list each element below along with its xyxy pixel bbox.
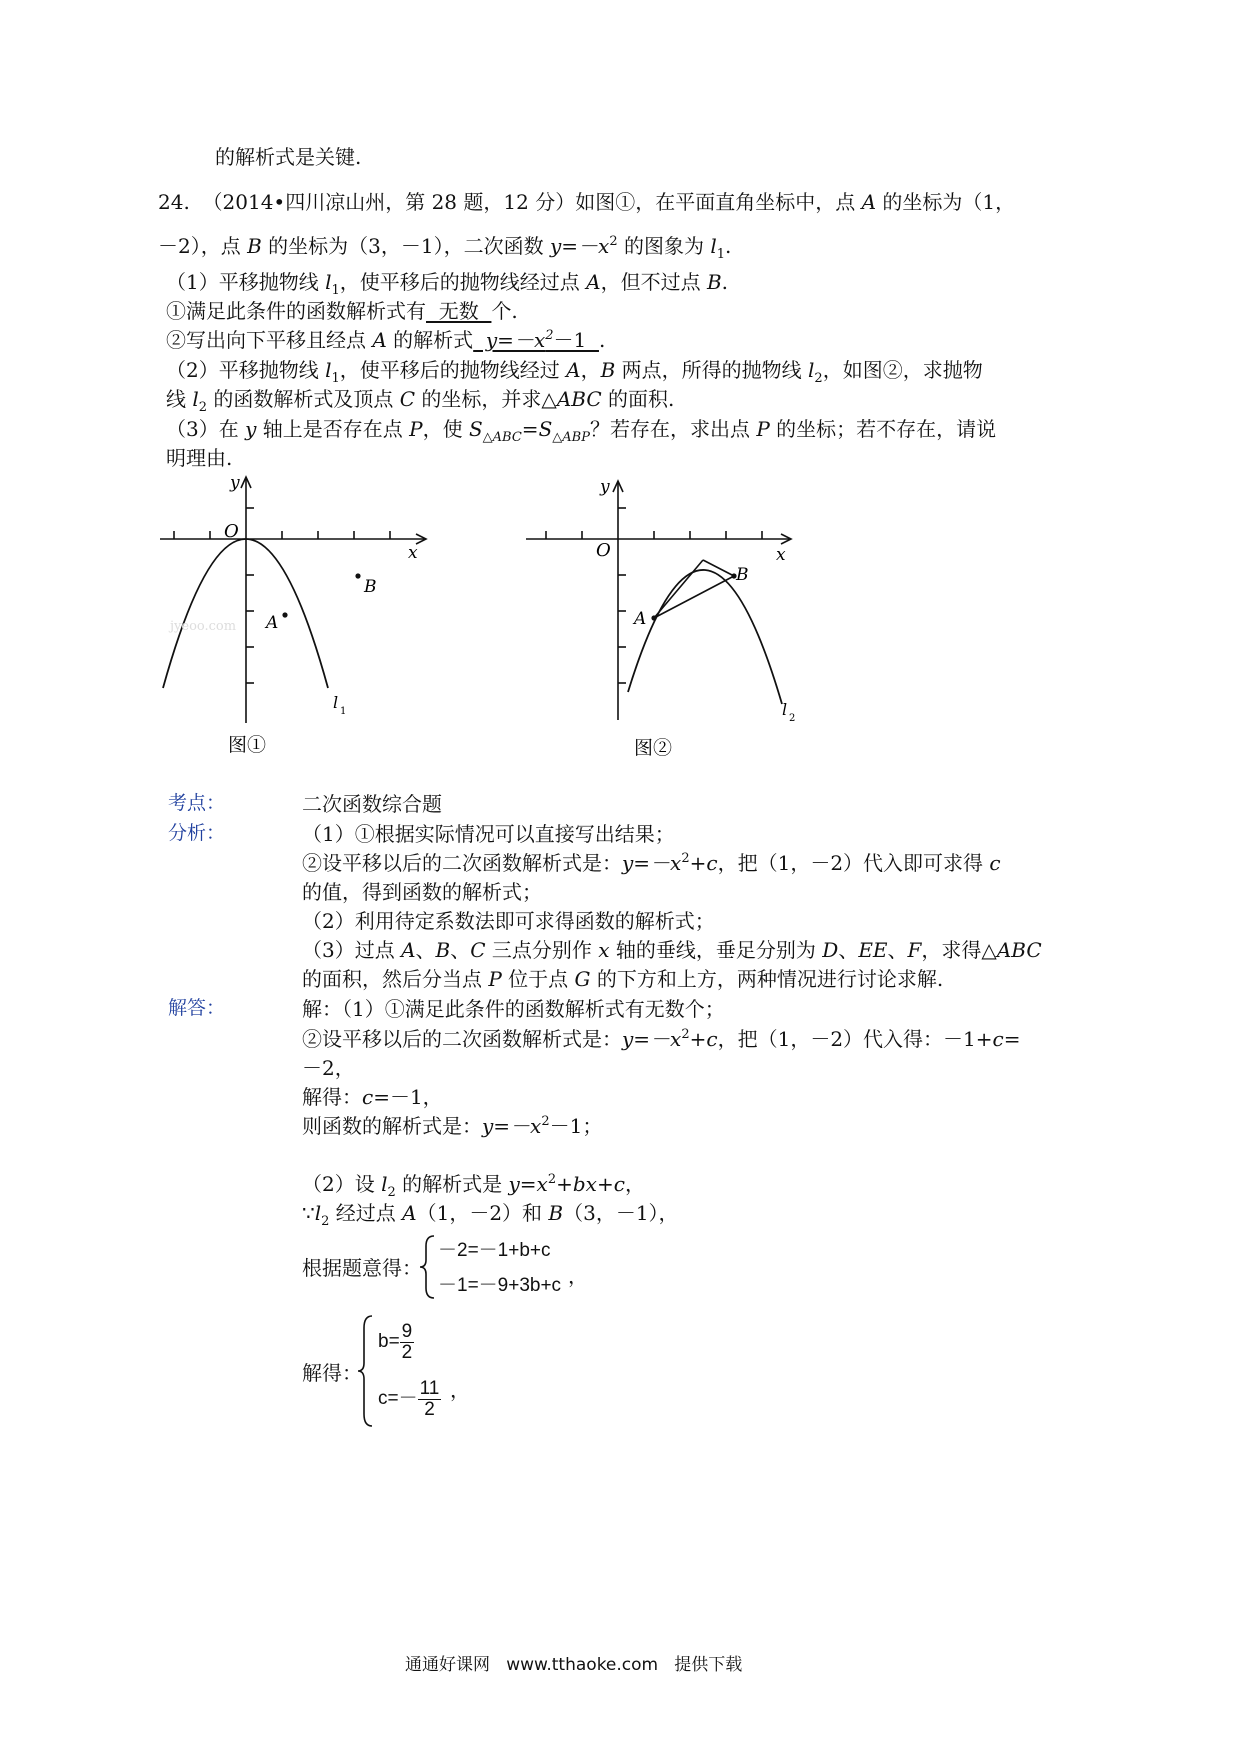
question-3-line-2: 明理由. <box>166 446 233 470</box>
fraction-11-2: $\frac{11}{2}$ <box>419 1378 440 1420</box>
top-line: 的解析式是关键. <box>215 145 362 169</box>
system-2-label: 解得： <box>302 1361 362 1385</box>
curve-label: l <box>333 693 339 712</box>
system-1-comma: ， <box>568 1264 588 1288</box>
answer-blank-2: $y=-x^2-1$ <box>473 328 599 352</box>
fenxi-line-3: 的值，得到函数的解析式； <box>302 880 542 904</box>
y-label: y <box>600 477 610 497</box>
point-a-label: A <box>634 609 647 629</box>
segment-ab <box>654 576 734 618</box>
origin-label: O <box>224 521 239 542</box>
answer-part2-line-2: $\because l_2$ 经过点 A（1，－2）和 B（3，－1）， <box>302 1201 679 1229</box>
segment-ac <box>654 560 703 618</box>
point-b-label: B <box>364 577 377 597</box>
point-b <box>355 573 360 578</box>
origin-label: O <box>596 540 611 561</box>
system-2-comma: ， <box>450 1378 470 1402</box>
problem-number: 24. <box>158 190 190 214</box>
curve-sub: 2 <box>789 713 796 724</box>
question-2-line-2: 线 $l_2$ 的函数解析式及顶点 C 的坐标，并求△ABC 的面积. <box>166 387 675 415</box>
answer-line-1: 解：（1）①满足此条件的函数解析式有无数个； <box>302 997 725 1021</box>
fenxi-line-4: （2）利用待定系数法即可求得函数的解析式； <box>302 909 715 933</box>
point-b-label: B <box>736 565 749 585</box>
segment-cb <box>703 560 734 576</box>
answer-line-4: 解得：c=－1， <box>302 1085 443 1109</box>
watermark: jyeoo.com <box>170 619 237 634</box>
answer-blank-1: 无数 <box>426 299 492 323</box>
question-3: （3）在 y 轴上是否存在点 P，使 $S_{\triangle ABC}=S_{\triangle ABP}$？若存在，求出点 P 的坐标；若不存在，请说 <box>166 417 997 445</box>
question-1-2: ②写出向下平移且经点 A 的解析式 $y=-x^2-1$ . <box>166 328 606 352</box>
system-1-brace <box>418 1234 438 1300</box>
parabola-l2 <box>628 570 782 704</box>
answer-line-2: ②设平移以后的二次函数解析式是：$y=-x^2+c$，把（1，－2）代入得：－1+c= <box>302 1027 1021 1051</box>
curve-label: l <box>782 700 788 719</box>
question-1: （1）平移抛物线 $l_1$，使平移后的抛物线经过点 A，但不过点 B. <box>166 270 729 298</box>
system-2-eq-c: c=－ $\frac{11}{2}$ <box>378 1378 440 1420</box>
system-1-eq-1: －2=－1+b+c <box>438 1240 551 1261</box>
kaodian-label: 考点： <box>168 792 226 814</box>
footer-text: 通通好课网 www.tthaoke.com 提供下载 <box>405 1655 743 1675</box>
y-label: y <box>230 473 240 493</box>
curve-sub: 1 <box>340 706 347 717</box>
system-1-eq-2: －1=－9+3b+c <box>438 1275 562 1296</box>
system-2-brace <box>356 1314 376 1428</box>
point-a <box>282 612 287 617</box>
fenxi-label: 分析： <box>168 822 226 844</box>
fenxi-line-1: （1）①根据实际情况可以直接写出结果； <box>302 822 675 846</box>
answer-line-3: －2， <box>302 1056 355 1080</box>
answer-part2-line-1: （2）设 $l_2$ 的解析式是 $y=x^2+bx+c$， <box>302 1172 645 1200</box>
answer-line-5: 则函数的解析式是：$y=-x^2-1$； <box>302 1114 603 1138</box>
question-2: （2）平移抛物线 $l_1$，使平移后的抛物线经过 A，B 两点，所得的抛物线 $l_2$，如图②，求抛物 <box>166 358 983 386</box>
problem-line-2: －2），点 B 的坐标为（3，－1），二次函数 $y=-x^2$ 的图象为 $l_1$. <box>158 234 732 262</box>
fraction-9-2: $\frac{9}{2}$ <box>401 1321 413 1363</box>
figure-1 <box>150 468 440 768</box>
jieda-label: 解答： <box>168 997 226 1019</box>
problem-line-1: 24. （2014•四川凉山州，第 28 题，12 分）如图①，在平面直角坐标中，点 A 的坐标为（1， <box>158 190 1016 214</box>
question-1-1: ①满足此条件的函数解析式有 无数 个. <box>166 299 518 323</box>
figure-2 <box>520 472 810 772</box>
figure-2-caption: 图② <box>634 737 673 759</box>
point-a <box>651 615 656 620</box>
point-a-label: A <box>266 613 279 633</box>
x-label: x <box>776 545 786 565</box>
fenxi-line-2: ②设平移以后的二次函数解析式是：$y=-x^2+c$，把（1，－2）代入即可求得 c <box>302 851 1001 875</box>
figure-1-caption: 图① <box>228 734 267 756</box>
kaodian-text: 二次函数综合题 <box>302 792 442 816</box>
x-label: x <box>408 543 418 563</box>
fenxi-line-6: 的面积，然后分当点 P 位于点 G 的下方和上方，两种情况进行讨论求解. <box>302 967 944 991</box>
system-2-eq-b: b= $\frac{9}{2}$ <box>378 1321 413 1363</box>
fenxi-line-5: （3）过点 A、B、C 三点分别作 x 轴的垂线，垂足分别为 D、EE、F，求得△ABC <box>302 938 1042 962</box>
system-1-label: 根据题意得： <box>302 1256 422 1280</box>
